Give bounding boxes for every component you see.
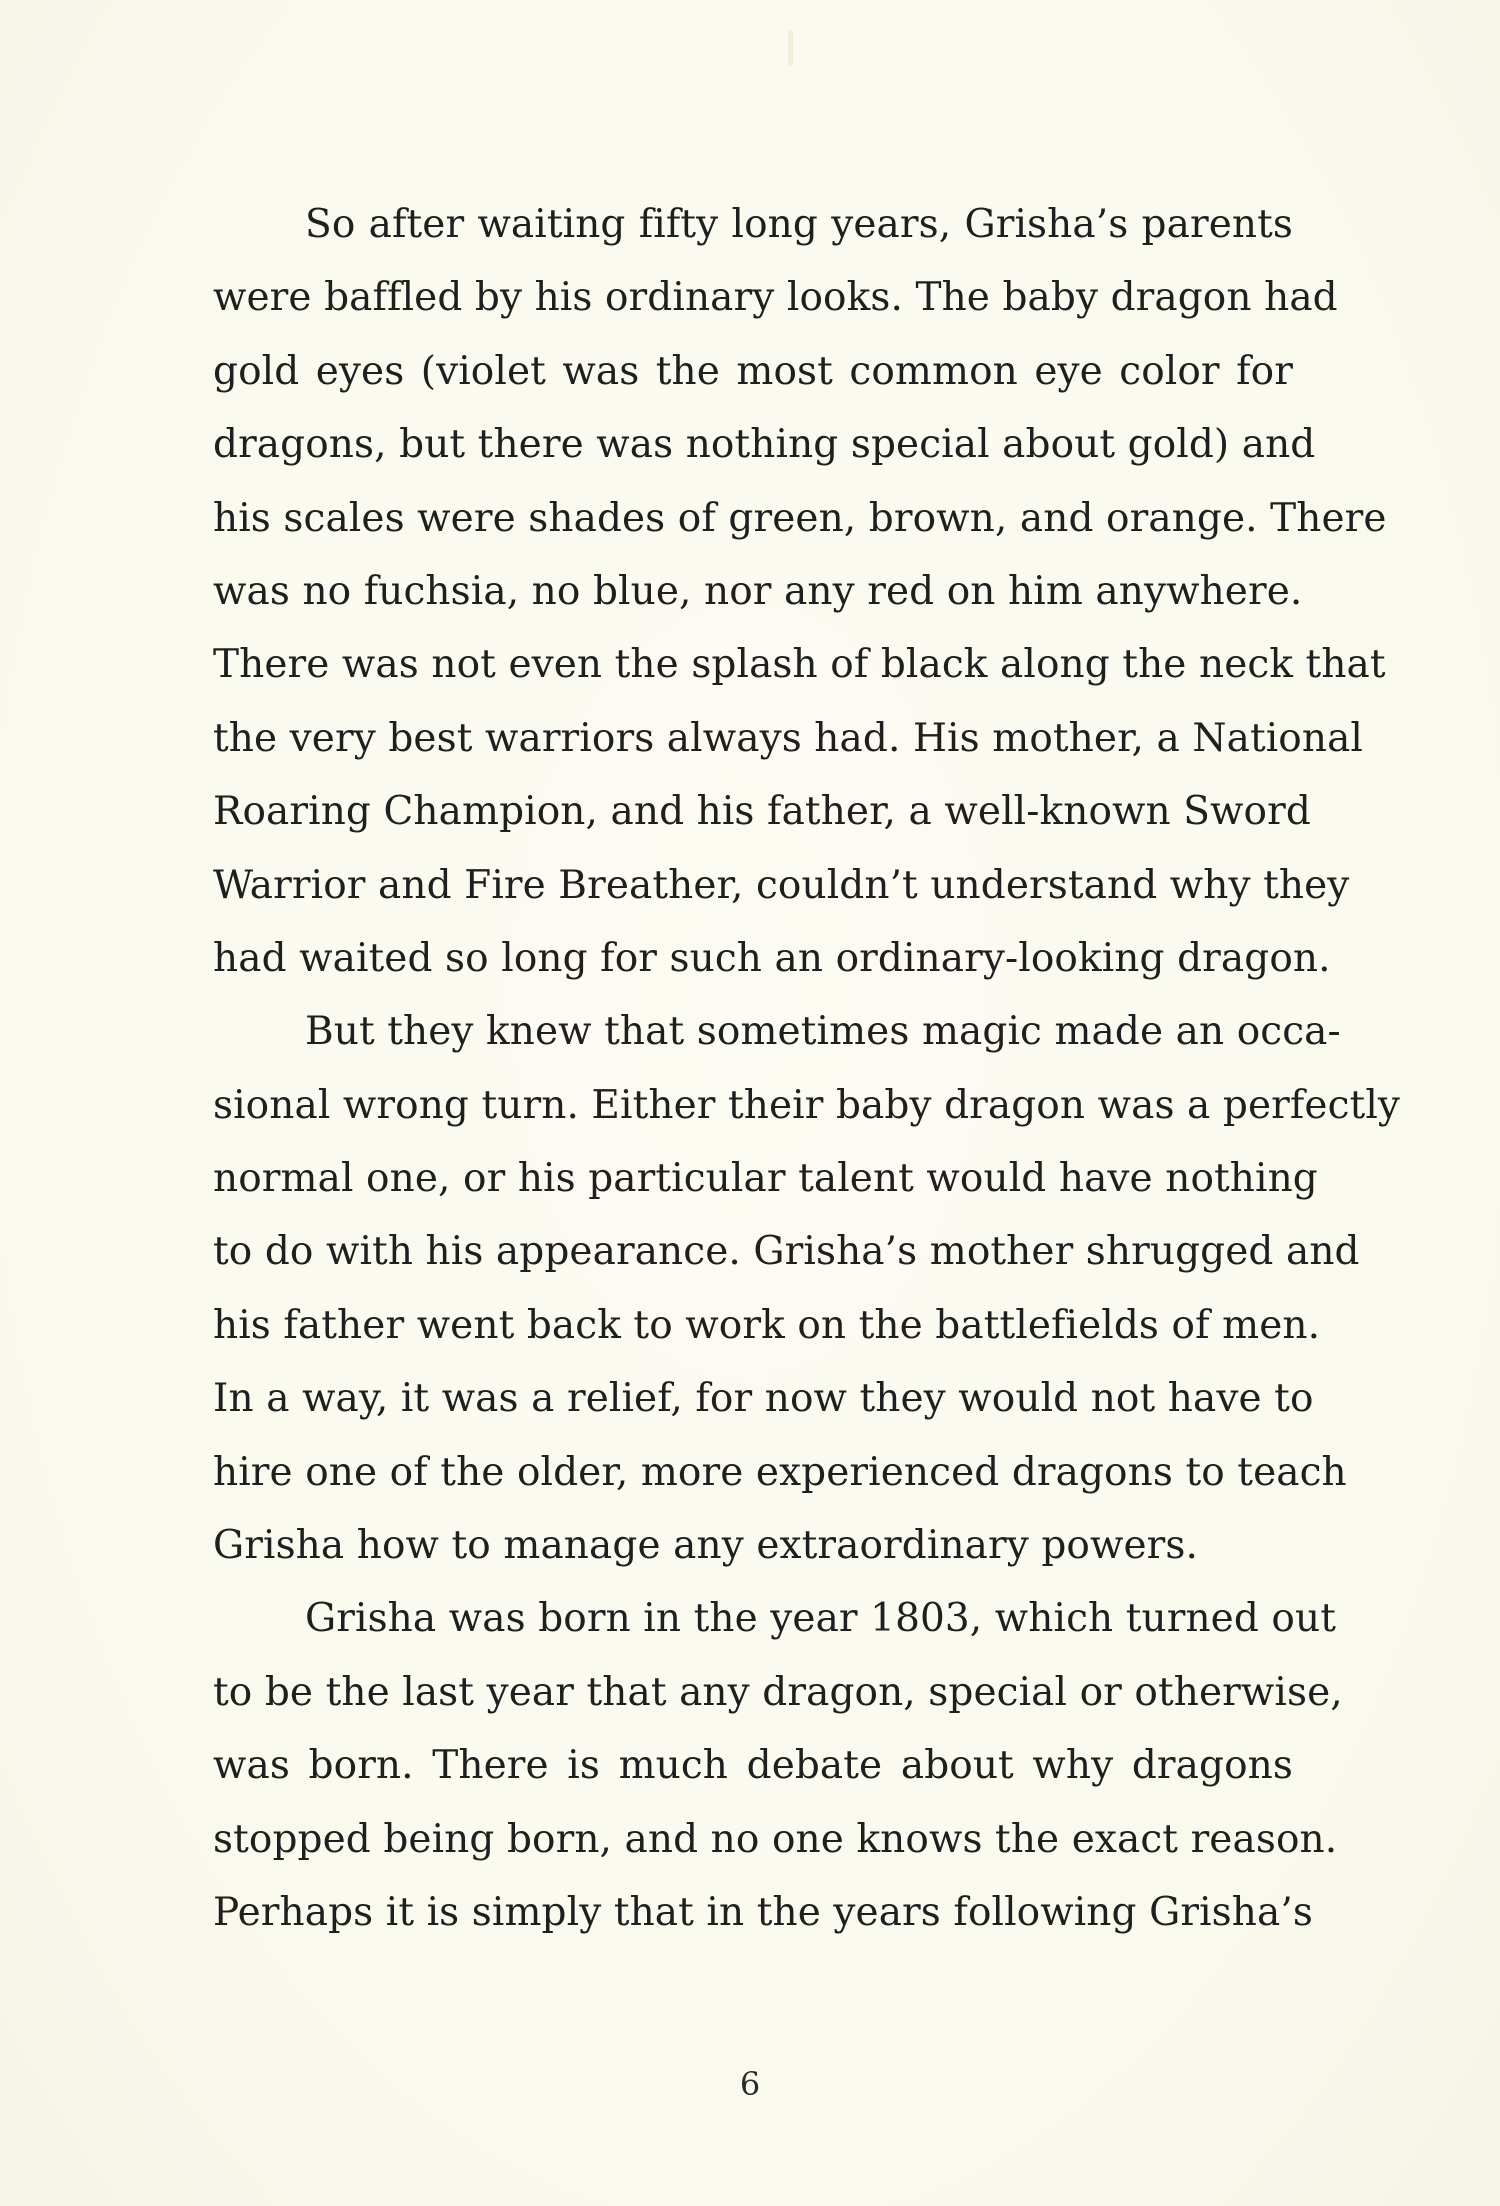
text-line: normal one, or his particular talent would have nothing — [213, 1156, 1318, 1202]
text-line: Warrior and Fire Breather, couldn’t understand why they — [213, 862, 1350, 908]
text-line: In a way, it was a relief, for now they would not have to — [213, 1376, 1314, 1422]
text-line: his father went back to work on the battlefields of men. — [213, 1302, 1321, 1348]
text-line: gold eyes (violet was the most common eye color for — [213, 348, 1293, 394]
text-line: hire one of the older, more experienced dragons to teach — [213, 1449, 1347, 1495]
text-line: his scales were shades of green, brown, and orange. There — [213, 495, 1387, 541]
scan-mark — [788, 30, 793, 66]
text-line: had waited so long for such an ordinary-looking dragon. — [213, 935, 1331, 981]
text-line: Grisha was born in the year 1803, which turned out — [305, 1596, 1336, 1642]
page-number: 6 — [739, 2065, 761, 2103]
body-text — [213, 188, 1401, 1949]
paragraph — [213, 188, 1387, 995]
text-line: to be the last year that any dragon, special or otherwise, — [213, 1669, 1343, 1715]
text-line: were baffled by his ordinary looks. The baby dragon had — [213, 275, 1338, 321]
text-line: was no fuchsia, no blue, nor any red on him anywhere. — [213, 568, 1303, 614]
paragraph — [213, 995, 1401, 1582]
text-line: Perhaps it is simply that in the years following Grisha’s — [213, 1889, 1313, 1935]
text-line: sional wrong turn. Either their baby dragon was a perfectly — [213, 1082, 1401, 1128]
text-line: the very best warriors always had. His mother, a National — [213, 715, 1364, 761]
text-line: But they knew that sometimes magic made an occa- — [305, 1009, 1341, 1055]
text-line: Roaring Champion, and his father, a well-known Sword — [213, 789, 1311, 835]
text-line: Grisha how to manage any extraordinary powers. — [213, 1523, 1199, 1569]
text-line: stopped being born, and no one knows the exact reason. — [213, 1816, 1338, 1862]
text-line: dragons, but there was nothing special about gold) and — [213, 422, 1316, 468]
text-line: There was not even the splash of black along the neck that — [213, 642, 1386, 688]
text-line: was born. There is much debate about why dragons — [213, 1743, 1293, 1789]
text-line: to do with his appearance. Grisha’s mother shrugged and — [213, 1229, 1360, 1275]
paragraph — [213, 1582, 1343, 1949]
text-line: So after waiting fifty long years, Grisha’s parents — [305, 202, 1293, 247]
